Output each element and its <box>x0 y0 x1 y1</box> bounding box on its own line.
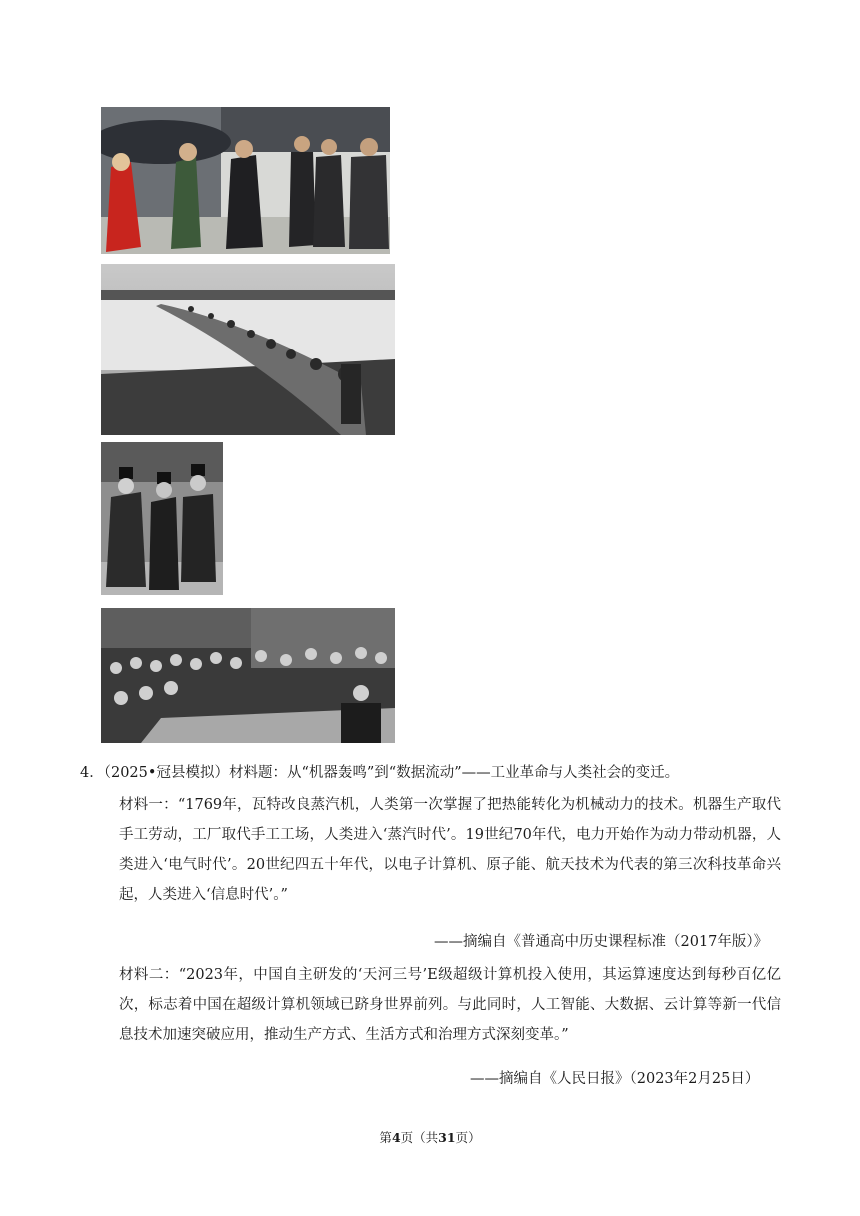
footer-middle: 页（共 <box>400 1130 439 1145</box>
footer-total-pages: 31 <box>438 1130 456 1145</box>
footer-suffix: 页） <box>455 1130 481 1145</box>
material-2-text: 材料二：“2023年，中国自主研发的‘天河三号’E级超级计算机投入使用，其运算速度达到每秒百亿亿次，标志着中国在超级计算机领域已跻身世界前列。与此同时，人工智能、大数据、云计算等新一代信息技术加速突破应用，推动生产方式、生活方式和治理方式深刻变革。” <box>119 967 781 1043</box>
material-2-citation: ——摘编自《人民日报》（2023年2月25日） <box>470 1071 760 1087</box>
footer-prefix: 第 <box>379 1130 392 1145</box>
photo-marching-column <box>101 264 395 435</box>
material-1-citation: ——摘编自《普通高中历史课程标准（2017年版）》 <box>434 934 769 950</box>
question-stem: 材料题：从“机器轰鸣”到“数据流动”——工业革命与人类社会的变迁。 <box>228 765 680 781</box>
photo-conference-group <box>101 608 395 743</box>
question-source: （2025•冠县模拟） <box>103 765 229 781</box>
page-footer <box>0 1128 860 1146</box>
photo-handshake <box>101 107 390 254</box>
photo-top-hat-gentlemen <box>101 442 223 595</box>
footer-page-number: 4 <box>391 1130 401 1145</box>
material-1-text: 材料一：“1769年，瓦特改良蒸汽机，人类第一次掌握了把热能转化为机械动力的技术。机器生产取代手工劳动，工厂取代手工工场，人类进入‘蒸汽时代’。19世纪70年代，电力开始作为动力带动机器，人类进入‘电气时代’。20世纪四五十年代，以电子计算机、原子能、航天技术为代表的第三次科技革命兴起，人类进入‘信息时代’。” <box>119 797 781 903</box>
question-number: 4． <box>80 765 104 781</box>
question-heading <box>80 763 679 783</box>
